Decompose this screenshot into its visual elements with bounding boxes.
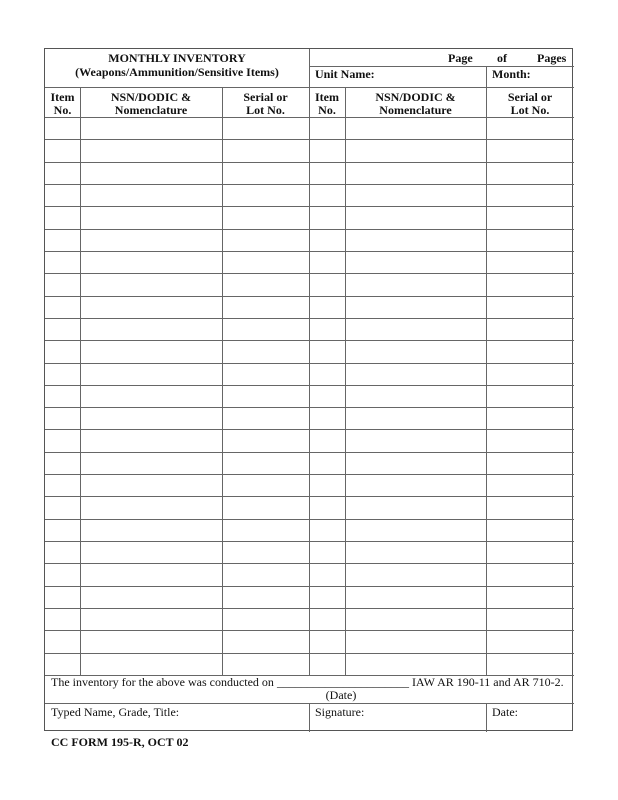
row-20-left-item-no-input[interactable] <box>46 543 79 562</box>
row-18-right-item-no-input[interactable] <box>310 498 344 517</box>
grid-row-line <box>45 273 574 274</box>
row-10-right-item-no-input[interactable] <box>310 320 344 339</box>
row-12-right-nomenclature-input[interactable] <box>346 365 485 384</box>
row-14-left-item-no-input[interactable] <box>46 409 79 428</box>
row-23-left-item-no-input[interactable] <box>46 610 79 629</box>
typed-name-input[interactable] <box>51 718 303 730</box>
row-5-right-serial-input[interactable] <box>487 208 573 227</box>
grid-row-line <box>45 452 574 453</box>
row-20-right-nomenclature-input[interactable] <box>346 543 485 562</box>
row-1-left-serial-input[interactable] <box>223 119 308 138</box>
row-11-left-item-no-input[interactable] <box>46 342 79 361</box>
row-8-right-serial-input[interactable] <box>487 275 573 294</box>
row-4-right-serial-input[interactable] <box>487 186 573 205</box>
row-24-left-item-no-input[interactable] <box>46 632 79 651</box>
row-6-left-nomenclature-input[interactable] <box>81 231 221 250</box>
row-7-left-nomenclature-input[interactable] <box>81 253 221 272</box>
row-10-left-nomenclature-input[interactable] <box>81 320 221 339</box>
row-1-left-nomenclature-input[interactable] <box>81 119 221 138</box>
grid-row-line <box>45 162 574 163</box>
row-19-left-item-no-input[interactable] <box>46 521 79 540</box>
grid-row-line <box>45 363 574 364</box>
row-17-left-item-no-input[interactable] <box>46 476 79 495</box>
grid-row-line <box>45 206 574 207</box>
row-4-right-item-no-input[interactable] <box>310 186 344 205</box>
row-25-right-nomenclature-input[interactable] <box>346 655 485 674</box>
row-14-right-item-no-input[interactable] <box>310 409 344 428</box>
row-19-left-nomenclature-input[interactable] <box>81 521 221 540</box>
row-8-left-nomenclature-input[interactable] <box>81 275 221 294</box>
unit-name-label: Unit Name: <box>315 67 375 81</box>
row-15-right-serial-input[interactable] <box>487 431 573 450</box>
row-3-left-item-no-input[interactable] <box>46 164 79 183</box>
row-14-left-serial-input[interactable] <box>223 409 308 428</box>
row-14-right-nomenclature-input[interactable] <box>346 409 485 428</box>
row-4-left-nomenclature-input[interactable] <box>81 186 221 205</box>
row-19-right-item-no-input[interactable] <box>310 521 344 540</box>
row-23-left-nomenclature-input[interactable] <box>81 610 221 629</box>
row-18-right-serial-input[interactable] <box>487 498 573 517</box>
row-21-right-serial-input[interactable] <box>487 565 573 584</box>
month-label: Month: <box>492 67 531 81</box>
of-label: of <box>497 51 507 65</box>
grid-row-line <box>45 519 574 520</box>
grid-row-line <box>45 630 574 631</box>
row-13-left-serial-input[interactable] <box>223 387 308 406</box>
col-header-nomenclature-right: NSN/DODIC & Nomenclature <box>375 90 456 117</box>
row-11-right-nomenclature-input[interactable] <box>346 342 485 361</box>
row-21-right-nomenclature-input[interactable] <box>346 565 485 584</box>
grid-row-line <box>45 318 574 319</box>
row-3-right-serial-input[interactable] <box>487 164 573 183</box>
typed-name-label: Typed Name, Grade, Title: <box>51 705 180 719</box>
row-2-left-item-no-input[interactable] <box>46 141 79 160</box>
row-8-right-nomenclature-input[interactable] <box>346 275 485 294</box>
grid-row-line <box>45 229 574 230</box>
row-1-right-nomenclature-input[interactable] <box>346 119 485 138</box>
inventory-grid <box>45 49 574 732</box>
row-4-right-nomenclature-input[interactable] <box>346 186 485 205</box>
row-4-left-item-no-input[interactable] <box>46 186 79 205</box>
grid-row-line <box>45 586 574 587</box>
row-15-left-item-no-input[interactable] <box>46 431 79 450</box>
row-8-left-serial-input[interactable] <box>223 275 308 294</box>
row-20-left-serial-input[interactable] <box>223 543 308 562</box>
row-15-left-serial-input[interactable] <box>223 431 308 450</box>
row-16-left-serial-input[interactable] <box>223 454 308 473</box>
signature-date-input[interactable] <box>492 718 570 730</box>
row-15-right-item-no-input[interactable] <box>310 431 344 450</box>
row-5-left-serial-input[interactable] <box>223 208 308 227</box>
row-11-left-nomenclature-input[interactable] <box>81 342 221 361</box>
date-caption: (Date) <box>325 688 357 702</box>
row-16-left-item-no-input[interactable] <box>46 454 79 473</box>
row-11-left-serial-input[interactable] <box>223 342 308 361</box>
row-13-left-nomenclature-input[interactable] <box>81 387 221 406</box>
row-13-right-item-no-input[interactable] <box>310 387 344 406</box>
grid-row-line <box>45 474 574 475</box>
grid-row-line <box>45 340 574 341</box>
row-18-left-item-no-input[interactable] <box>46 498 79 517</box>
row-13-right-nomenclature-input[interactable] <box>346 387 485 406</box>
row-9-right-nomenclature-input[interactable] <box>346 298 485 317</box>
row-21-right-item-no-input[interactable] <box>310 565 344 584</box>
signature-label: Signature: <box>315 705 365 719</box>
row-20-left-nomenclature-input[interactable] <box>81 543 221 562</box>
grid-row-line <box>45 385 574 386</box>
row-1-right-item-no-input[interactable] <box>310 119 344 138</box>
row-3-right-nomenclature-input[interactable] <box>346 164 485 183</box>
row-17-right-nomenclature-input[interactable] <box>346 476 485 495</box>
row-12-right-serial-input[interactable] <box>487 365 573 384</box>
row-24-right-nomenclature-input[interactable] <box>346 632 485 651</box>
row-15-right-nomenclature-input[interactable] <box>346 431 485 450</box>
row-25-left-serial-input[interactable] <box>223 655 308 674</box>
row-13-left-item-no-input[interactable] <box>46 387 79 406</box>
row-21-left-nomenclature-input[interactable] <box>81 565 221 584</box>
row-4-left-serial-input[interactable] <box>223 186 308 205</box>
form-subtitle: (Weapons/Ammunition/Sensitive Items) <box>75 65 279 79</box>
row-21-left-item-no-input[interactable] <box>46 565 79 584</box>
row-17-left-serial-input[interactable] <box>223 476 308 495</box>
row-23-right-item-no-input[interactable] <box>310 610 344 629</box>
row-7-left-serial-input[interactable] <box>223 253 308 272</box>
row-10-right-serial-input[interactable] <box>487 320 573 339</box>
row-6-right-nomenclature-input[interactable] <box>346 231 485 250</box>
row-14-right-serial-input[interactable] <box>487 409 573 428</box>
row-8-left-item-no-input[interactable] <box>46 275 79 294</box>
row-7-left-item-no-input[interactable] <box>46 253 79 272</box>
row-6-left-serial-input[interactable] <box>223 231 308 250</box>
statement-date-blank: ______________________ <box>276 675 409 689</box>
row-18-left-nomenclature-input[interactable] <box>81 498 221 517</box>
row-7-right-item-no-input[interactable] <box>310 253 344 272</box>
row-2-right-nomenclature-input[interactable] <box>346 141 485 160</box>
form-id: CC FORM 195-R, OCT 02 <box>51 735 189 749</box>
row-24-left-nomenclature-input[interactable] <box>81 632 221 651</box>
row-16-left-nomenclature-input[interactable] <box>81 454 221 473</box>
row-6-right-item-no-input[interactable] <box>310 231 344 250</box>
row-16-right-serial-input[interactable] <box>487 454 573 473</box>
row-22-left-nomenclature-input[interactable] <box>81 588 221 607</box>
row-24-right-serial-input[interactable] <box>487 632 573 651</box>
row-25-left-nomenclature-input[interactable] <box>81 655 221 674</box>
grid-row-line <box>45 184 574 185</box>
row-12-left-item-no-input[interactable] <box>46 365 79 384</box>
signature-divider-2 <box>486 703 487 732</box>
row-6-left-item-no-input[interactable] <box>46 231 79 250</box>
row-19-left-serial-input[interactable] <box>223 521 308 540</box>
col-header-serial-left: Serial or Lot No. <box>243 90 288 117</box>
row-17-right-serial-input[interactable] <box>487 476 573 495</box>
row-9-left-item-no-input[interactable] <box>46 298 79 317</box>
row-9-left-nomenclature-input[interactable] <box>81 298 221 317</box>
row-5-left-nomenclature-input[interactable] <box>81 208 221 227</box>
pages-label: Pages <box>537 51 567 65</box>
row-19-right-serial-input[interactable] <box>487 521 573 540</box>
grid-row-line <box>45 296 574 297</box>
row-10-left-item-no-input[interactable] <box>46 320 79 339</box>
row-22-right-nomenclature-input[interactable] <box>346 588 485 607</box>
inventory-form <box>44 48 573 731</box>
grid-row-line <box>45 251 574 252</box>
row-1-left-item-no-input[interactable] <box>46 119 79 138</box>
row-22-left-serial-input[interactable] <box>223 588 308 607</box>
grid-row-line <box>45 429 574 430</box>
row-2-left-nomenclature-input[interactable] <box>81 141 221 160</box>
row-9-left-serial-input[interactable] <box>223 298 308 317</box>
col-header-item-no-left: Item No. <box>50 90 75 117</box>
statement-suffix: IAW AR 190-11 and AR 710-2. <box>411 675 564 689</box>
row-7-right-nomenclature-input[interactable] <box>346 253 485 272</box>
row-23-right-nomenclature-input[interactable] <box>346 610 485 629</box>
row-12-right-item-no-input[interactable] <box>310 365 344 384</box>
row-20-right-serial-input[interactable] <box>487 543 573 562</box>
statement-prefix: The inventory for the above was conducted on <box>51 675 274 689</box>
row-24-left-serial-input[interactable] <box>223 632 308 651</box>
col-header-serial-right: Serial or Lot No. <box>507 90 553 117</box>
row-23-right-serial-input[interactable] <box>487 610 573 629</box>
row-21-left-serial-input[interactable] <box>223 565 308 584</box>
row-25-left-item-no-input[interactable] <box>46 655 79 674</box>
col-header-item-no-right: Item No. <box>315 90 339 117</box>
row-19-right-nomenclature-input[interactable] <box>346 521 485 540</box>
row-18-right-nomenclature-input[interactable] <box>346 498 485 517</box>
row-10-right-nomenclature-input[interactable] <box>346 320 485 339</box>
signature-divider-1 <box>309 703 310 732</box>
row-9-right-serial-input[interactable] <box>487 298 573 317</box>
row-10-left-serial-input[interactable] <box>223 320 308 339</box>
form-title: MONTHLY INVENTORY <box>108 51 246 65</box>
row-6-right-serial-input[interactable] <box>487 231 573 250</box>
row-17-right-item-no-input[interactable] <box>310 476 344 495</box>
row-2-right-serial-input[interactable] <box>487 141 573 160</box>
row-18-left-serial-input[interactable] <box>223 498 308 517</box>
grid-row-line <box>45 496 574 497</box>
row-11-right-serial-input[interactable] <box>487 342 573 361</box>
grid-row-line <box>45 117 574 118</box>
grid-row-line <box>45 139 574 140</box>
row-11-right-item-no-input[interactable] <box>310 342 344 361</box>
grid-row-line <box>45 541 574 542</box>
row-23-left-serial-input[interactable] <box>223 610 308 629</box>
row-5-right-item-no-input[interactable] <box>310 208 344 227</box>
row-3-right-item-no-input[interactable] <box>310 164 344 183</box>
row-25-right-item-no-input[interactable] <box>310 655 344 674</box>
grid-row-line <box>45 653 574 654</box>
row-22-right-serial-input[interactable] <box>487 588 573 607</box>
signature-input[interactable] <box>315 718 481 730</box>
page-label: Page <box>448 51 473 65</box>
row-8-right-item-no-input[interactable] <box>310 275 344 294</box>
row-3-left-serial-input[interactable] <box>223 164 308 183</box>
grid-row-line <box>45 407 574 408</box>
row-5-left-item-no-input[interactable] <box>46 208 79 227</box>
row-7-right-serial-input[interactable] <box>487 253 573 272</box>
col-header-nomenclature-left: NSN/DODIC & Nomenclature <box>110 90 192 117</box>
grid-row-line <box>45 563 574 564</box>
row-13-right-serial-input[interactable] <box>487 387 573 406</box>
row-12-left-serial-input[interactable] <box>223 365 308 384</box>
row-15-left-nomenclature-input[interactable] <box>81 431 221 450</box>
row-9-right-item-no-input[interactable] <box>310 298 344 317</box>
row-5-right-nomenclature-input[interactable] <box>346 208 485 227</box>
row-1-right-serial-input[interactable] <box>487 119 573 138</box>
row-20-right-item-no-input[interactable] <box>310 543 344 562</box>
row-25-right-serial-input[interactable] <box>487 655 573 674</box>
row-3-left-nomenclature-input[interactable] <box>81 164 221 183</box>
row-2-right-item-no-input[interactable] <box>310 141 344 160</box>
row-22-right-item-no-input[interactable] <box>310 588 344 607</box>
row-17-left-nomenclature-input[interactable] <box>81 476 221 495</box>
row-2-left-serial-input[interactable] <box>223 141 308 160</box>
row-12-left-nomenclature-input[interactable] <box>81 365 221 384</box>
row-24-right-item-no-input[interactable] <box>310 632 344 651</box>
row-16-right-item-no-input[interactable] <box>310 454 344 473</box>
row-16-right-nomenclature-input[interactable] <box>346 454 485 473</box>
row-14-left-nomenclature-input[interactable] <box>81 409 221 428</box>
grid-row-line <box>45 608 574 609</box>
row-22-left-item-no-input[interactable] <box>46 588 79 607</box>
date-label: Date: <box>492 705 518 719</box>
